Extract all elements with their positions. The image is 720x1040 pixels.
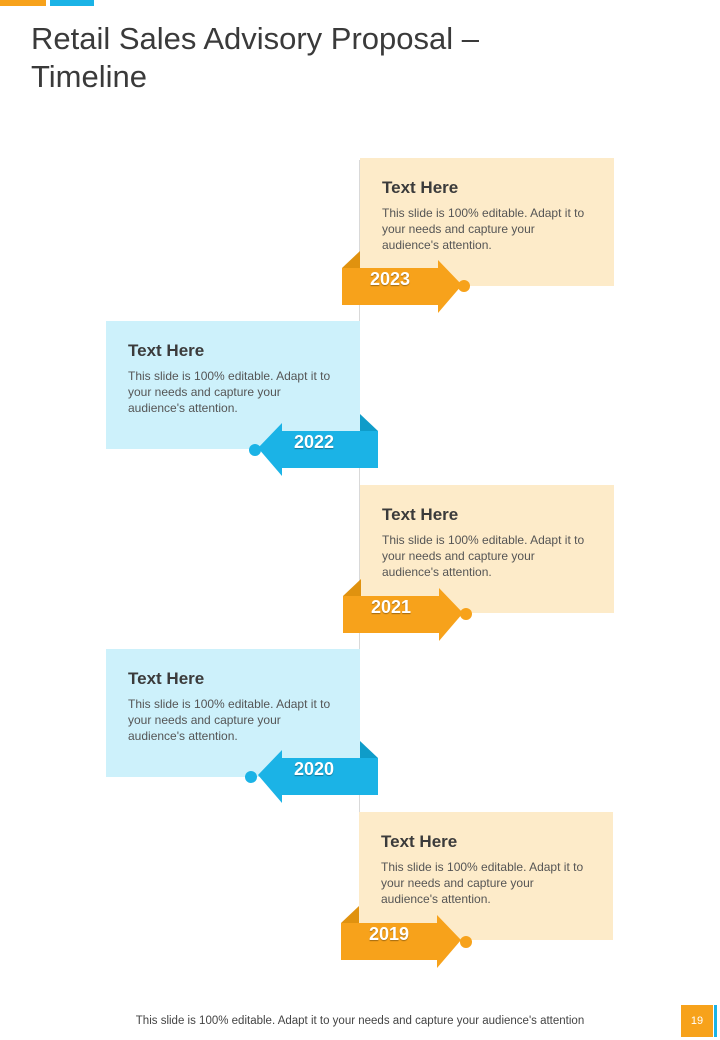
card-title: Text Here — [381, 832, 458, 851]
year-ribbon-2023 — [340, 250, 480, 320]
card-text: This slide is 100% editable. Adapt it to your needs and capture your audience's attention. — [381, 860, 584, 906]
top-accent-orange — [0, 0, 46, 6]
year-label: 2020 — [293, 759, 335, 779]
card-title: Text Here — [128, 669, 205, 688]
card-text: This slide is 100% editable. Adapt it to your needs and capture your audience's attention. — [382, 533, 585, 579]
year-label: 2023 — [369, 269, 411, 289]
card-text: This slide is 100% editable. Adapt it to your needs and capture your audience's attention. — [382, 206, 585, 252]
top-accent-blue — [50, 0, 94, 6]
year-ribbon-2020 — [240, 740, 380, 810]
year-ribbon-2019 — [339, 905, 479, 975]
year-ribbon-2021 — [341, 578, 481, 648]
card-title: Text Here — [382, 178, 459, 197]
card-title: Text Here — [382, 505, 459, 524]
page-title: Retail Sales Advisory Proposal – Timeline — [31, 21, 480, 94]
card-text: This slide is 100% editable. Adapt it to your needs and capture your audience's attention. — [128, 697, 331, 743]
footer-text: This slide is 100% editable. Adapt it to your needs and capture your audience's attention — [135, 1015, 585, 1027]
year-label: 2022 — [293, 432, 335, 452]
page-number-accent — [714, 1005, 717, 1037]
card-title: Text Here — [128, 341, 205, 360]
year-label: 2019 — [368, 924, 410, 944]
year-ribbon-2022 — [240, 413, 380, 483]
card-text: This slide is 100% editable. Adapt it to your needs and capture your audience's attention. — [128, 369, 331, 415]
page-number: 19 — [681, 1005, 713, 1037]
year-label: 2021 — [370, 597, 412, 617]
